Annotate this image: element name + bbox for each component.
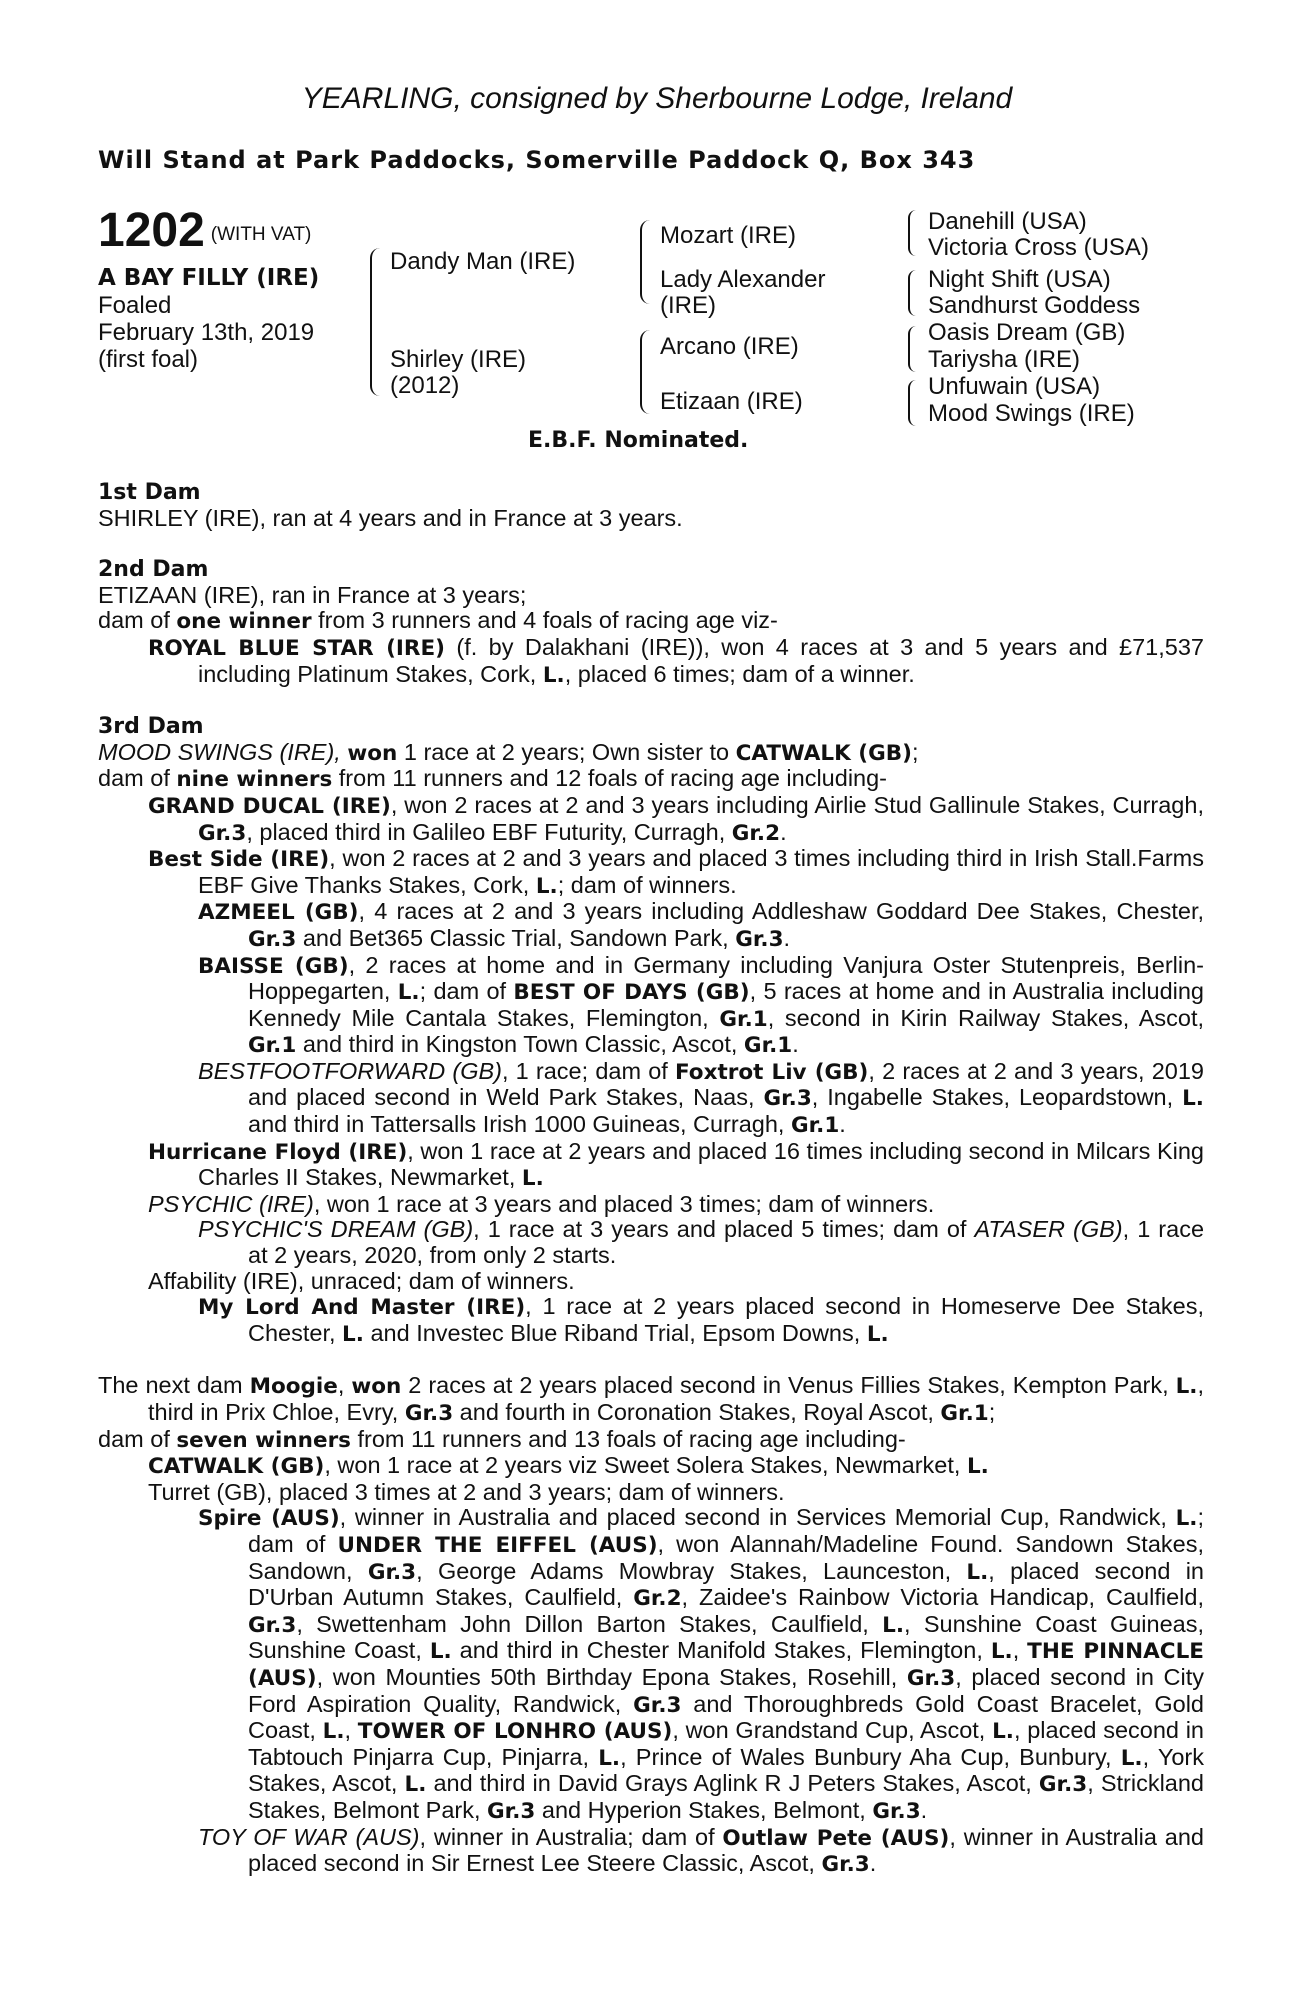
great-grandparent-1: Danehill (USA) [928,208,1087,235]
progeny-best-side: Best Side (IRE), won 2 races at 2 and 3 years and placed 3 times including third in Irish Stall.Farms EBF Give Thanks Stakes, Cork, L.; dam of winners. [148,845,1205,899]
second-dam-line1: ETIZAAN (IRE), ran in France at 3 years; [98,581,527,608]
great-grandparent-2: Victoria Cross (USA) [928,234,1149,261]
third-dam-heading: 3rd Dam [98,714,204,740]
progeny-baisse: BAISSE (GB), 2 races at home and in Germany including Vanjura Oster Stutenpreis, Berlin-Hoppegarten, L.; dam of BEST OF DAYS (GB), 5 races at home and in Australia including Kennedy Mile Cantala Stakes, Flemington, Gr.1, second in Kirin Railway Stakes, Ascot, Gr.1 and third in Kingston Town Classic, Ascot, Gr.1. [198,951,1205,1059]
first-foal-note: (first foal) [98,346,199,373]
dam-name: Shirley (IRE) [390,346,527,373]
progeny-toy-of-war: TOY OF WAR (AUS), winner in Australia; dam of Outlaw Pete (AUS), winner in Australia and placed second in Sir Ernest Lee Steere Classic, Ascot, Gr.3. [198,1823,1204,1878]
great-grandparent-3: Night Shift (USA) [928,266,1111,293]
great-grandparent-6: Tariysha (IRE) [928,346,1081,373]
next-dam-produce-summary: dam of seven winners from 11 runners and 13 foals of racing age including- [98,1425,906,1453]
second-dam-produce-summary: dam of one winner from 3 runners and 4 foals of racing age viz- [98,607,778,635]
second-dam-heading: 2nd Dam [98,557,209,583]
third-dam-line1: MOOD SWINGS (IRE), won 1 race at 2 years; Own sister to CATWALK (GB); [98,738,919,766]
horse-name: A BAY FILLY (IRE) [98,265,320,291]
sire-name: Dandy Man (IRE) [390,248,576,275]
dam-sire-name: Arcano (IRE) [660,333,799,360]
progeny-bestfootforward: BESTFOOTFORWARD (GB), 1 race; dam of Foxtrot Liv (GB), 2 races at 2 and 3 years, 2019 and placed second in Weld Park Stakes, Naas, Gr.3, Ingabelle Stakes, Leopardstown, L. and third in Tattersalls Irish 1000 Guineas, Curragh, Gr.1. [198,1057,1205,1139]
progeny-psychics-dream: PSYCHIC'S DREAM (GB), 1 race at 3 years and placed 5 times; dam of ATASER (GB), 1 race at 2 years, 2020, from only 2 starts. [198,1216,1205,1269]
grandsire-brace-2 [908,270,917,316]
dam-history [98,480,1204,1878]
consignor-heading: YEARLING, consigned by Sherbourne Lodge, Ireland [301,82,1013,115]
progeny-catwalk: CATWALK (GB), won 1 race at 2 years viz Sweet Solera Stakes, Newmarket, L. [148,1452,989,1480]
ebf-nominated: E.B.F. Nominated. [528,428,749,453]
second-dam-section [98,557,1204,688]
great-grandparent-8: Mood Swings (IRE) [928,400,1135,427]
progeny-royal-blue-star: ROYAL BLUE STAR (IRE) (f. by Dalakhani (IRE)), won 4 races at 3 and 5 years and £71,537 including Platinum Stakes, Cork, L., placed 6 times; dam of a winner. [148,633,1204,688]
sire-dam-name: Lady Alexander [660,266,826,293]
grandsire-brace-1 [908,210,917,256]
progeny-my-lord-and-master: My Lord And Master (IRE), 1 race at 2 years placed second in Homeserve Dee Stakes, Chester, L. and Investec Blue Riband Trial, Epsom Downs, L. [198,1293,1205,1347]
sire-brace [640,220,650,304]
progeny-turret: Turret (GB), placed 3 times at 2 and 3 years; dam of winners. [148,1478,785,1505]
dam-brace [640,330,650,414]
great-grandparent-7: Unfuwain (USA) [928,373,1101,400]
third-dam-section [98,714,1204,1347]
grandsire-brace-4 [908,380,917,426]
first-dam-heading: 1st Dam [98,480,201,505]
foaled-label: Foaled [98,292,172,319]
next-dam-moogie: The next dam Moogie, won 2 races at 2 years placed second in Venus Fillies Stakes, Kempton Park, L., third in Prix Chloe, Evry, Gr.3 and fourth in Coronation Stakes, Royal Ascot, Gr.1; [98,1372,1205,1426]
progeny-grand-ducal: GRAND DUCAL (IRE), won 2 races at 2 and 3 years including Airlie Stud Gallinule Stakes, Curragh, Gr.3, placed third in Galileo EBF Futurity, Curragh, Gr.2. [148,791,1204,846]
great-grandparent-4: Sandhurst Goddess [928,292,1141,319]
first-dam-section [98,480,1204,531]
grandsire-brace-3 [908,326,917,372]
foaled-date: February 13th, 2019 [98,319,315,346]
dam-year: (2012) [390,372,460,399]
great-grandparent-5: Oasis Dream (GB) [928,319,1126,346]
progeny-spire: Spire (AUS), winner in Australia and placed second in Services Memorial Cup, Randwick, L.; dam of UNDER THE EIFFEL (AUS), won Alannah/Madeline Found. Sandown Stakes, Sandown, Gr.3, George Adams Mowbray Stakes, Launceston, L., placed second in D'Urban Autumn Stakes, Caulfield, Gr.2, Zaidee's Rainbow Victoria Handicap, Caulfield, Gr.3, Swettenham John Dillon Barton Stakes, Caulfield, L., Sunshine Coast Guineas, Sunshine Coast, L. and third in Chester Manifold Stakes, Flemington, L., THE PINNACLE (AUS), won Mounties 50th Birthday Epona Stakes, Rosehill, Gr.3, placed second in City Ford Aspiration Quality, Randwick, Gr.3 and Thoroughbreds Gold Coast Bracelet, Gold Coast, L., TOWER OF LONHRO (AUS), won Grandstand Cup, Ascot, L., placed second in Tabtouch Pinjarra Cup, Pinjarra, L., Prince of Wales Bunbury Aha Cup, Bunbury, L., York Stakes, Ascot, L. and third in David Grays Aglink R J Peters Stakes, Ascot, Gr.3, Strickland Stakes, Belmont Park, Gr.3 and Hyperion Stakes, Belmont, Gr.3. [198,1504,1205,1824]
dam-dam-name: Etizaan (IRE) [660,388,803,415]
pedigree-brace [370,248,380,396]
sire-dam-suffix: (IRE) [660,292,716,319]
lot-number [98,206,311,260]
progeny-psychic: PSYCHIC (IRE), won 1 race at 3 years and placed 3 times; dam of winners. [148,1190,935,1217]
sire-sire-name: Mozart (IRE) [660,222,797,249]
progeny-azmeel: AZMEEL (GB), 4 races at 2 and 3 years including Addleshaw Goddard Dee Stakes, Chester, Gr.3 and Bet365 Classic Trial, Sandown Park, Gr.3. [198,898,1205,952]
progeny-affability: Affability (IRE), unraced; dam of winners. [148,1267,575,1294]
first-dam-text: SHIRLEY (IRE), ran at 4 years and in France at 3 years. [98,504,683,531]
third-dam-produce-summary: dam of nine winners from 11 runners and 12 foals of racing age including- [98,765,888,793]
progeny-hurricane-floyd: Hurricane Floyd (IRE), won 1 race at 2 years and placed 16 times including second in Milcars King Charles II Stakes, Newmarket, L. [148,1137,1204,1192]
next-dam-section [98,1373,1204,1877]
vat-note: (WITH VAT) [210,224,312,245]
stand-location: Will Stand at Park Paddocks, Somerville Paddock Q, Box 343 [98,146,976,174]
lot-number-value: 1202 [98,204,205,257]
